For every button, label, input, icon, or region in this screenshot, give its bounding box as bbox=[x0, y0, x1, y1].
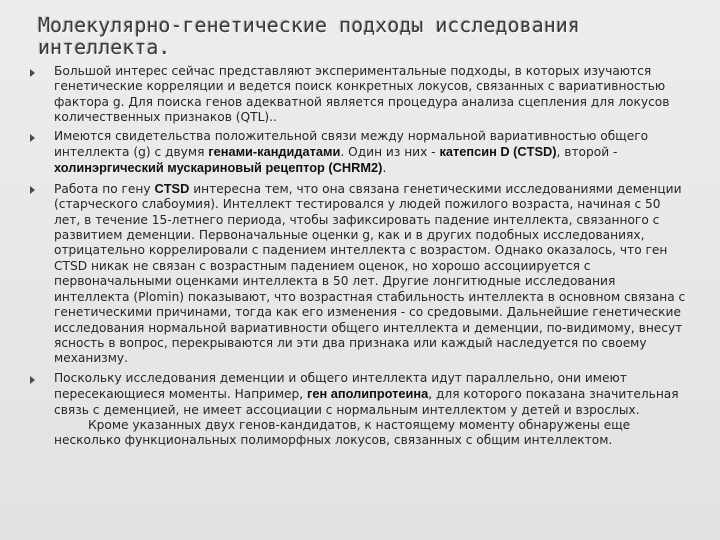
emphasis-term: ген аполипротеина bbox=[307, 386, 429, 402]
triangle-bullet-icon bbox=[30, 69, 35, 77]
bullet-text bbox=[54, 371, 690, 418]
text-run: Поскольку исследования деменции и общего интеллекта идут параллельно, они имеют пересекающиеся моменты. Например, bbox=[54, 370, 627, 402]
text-run: , для которого показана значительная связь с деменцией, не имеет ассоциации с нормальным интеллектом у детей и взрослых. bbox=[54, 387, 679, 417]
bullet-text bbox=[54, 181, 690, 367]
text-run: Работа по гену bbox=[54, 181, 155, 196]
text-run: Имеются свидетельства положительной связи между нормальной вариативностью общего интеллекта (g) с двумя bbox=[54, 128, 649, 160]
emphasis-term: генами-кандидатами bbox=[208, 144, 341, 160]
bullet-item-4 bbox=[30, 371, 690, 449]
emphasis-term: CTSD bbox=[154, 180, 190, 196]
bullet-item-1 bbox=[30, 64, 690, 126]
bullet-text: Большой интерес сейчас представляют экспериментальные подходы, в которых изучаются генетические корреляции и ведется поиск конкретных локусов, связанных с вариативностью фактора g. Для поиска генов адекватной является процедура анализа сцепления для локусов количественных признаков (QTL).. bbox=[54, 64, 670, 125]
text-run: . Один из них - bbox=[340, 145, 440, 160]
text-run: , второй - bbox=[556, 145, 618, 160]
bullet-list bbox=[30, 64, 690, 453]
closing-paragraph: Кроме указанных двух генов-кандидатов, к настоящему моменту обнаружены еще несколько функциональных полиморфных локусов, связанных с общим интеллектом. bbox=[54, 417, 631, 448]
slide-title: Молекулярно-генетические подходы исследования интеллекта. bbox=[38, 13, 580, 59]
text-run: . bbox=[382, 161, 387, 176]
triangle-bullet-icon bbox=[30, 186, 35, 194]
emphasis-term: холинэргический мускариновый рецептор (CHRM2) bbox=[54, 160, 383, 176]
bullet-item-2 bbox=[30, 129, 690, 177]
bullet-text bbox=[54, 129, 690, 177]
emphasis-term: катепсин D (CTSD) bbox=[439, 144, 557, 160]
triangle-bullet-icon bbox=[30, 134, 35, 142]
text-run: интересна тем, что она связана генетическими исследованиями деменции (старческого слабоумия). Интеллект тестировался у людей пожилого возраста, начиная с 50 лет, в течение 15-летнего периода, чтобы зафиксировать падение интеллекта, связанного с развитием деменции. Первоначальные оценки g, как и в других подобных исследованиях, отрицательно коррелировали с падением интеллекта с возрастом. Однако оказалось, что ген CTSD никак не связан с возрастным падением оценок, но хорошо ассоциируется с первоначальными оценками интеллекта в 50 лет. Другие лонгитюдные исследования интеллекта (Plomin) показывают, что возрастная стабильность интеллекта в основном связана с генетическими причинами, тогда как его изменения - со средовыми. Дальнейшие генетические исследования нормальной вариативности общего интеллекта и деменции, по-видимому, внесут ясность в вопрос, перекрываются ли эти два признака или каждый наследуется по своему механизму. bbox=[54, 181, 686, 366]
triangle-bullet-icon bbox=[30, 376, 35, 384]
bullet-item-3 bbox=[30, 181, 690, 367]
